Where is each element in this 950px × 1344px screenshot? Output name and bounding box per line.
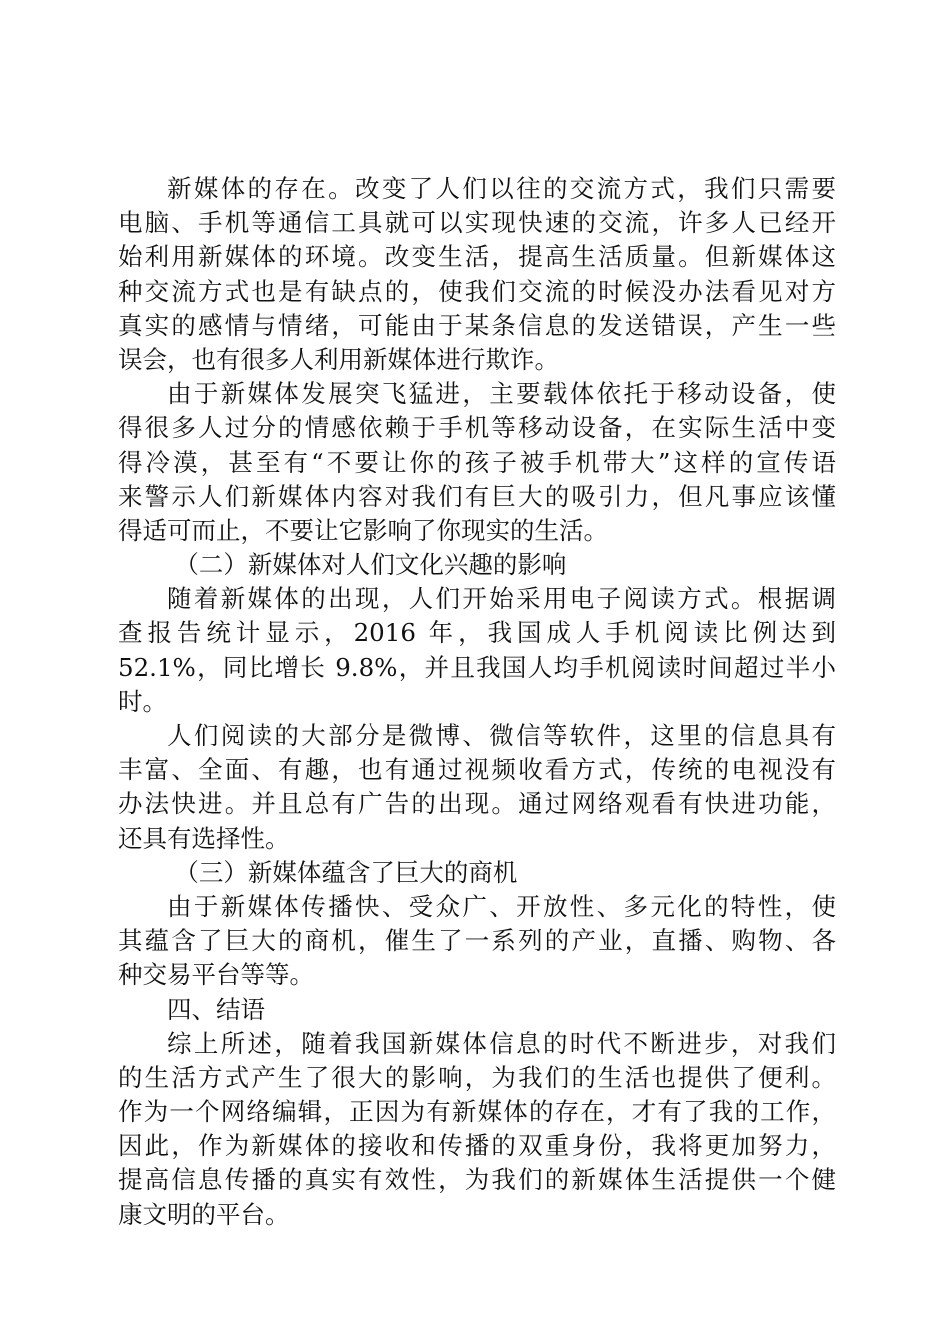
text-line: 查报告统计显示，2016 年，我国成人手机阅读比例达到	[118, 618, 836, 648]
paragraph	[118, 582, 836, 719]
subsection-heading	[118, 856, 836, 890]
text-line: 由于新媒体传播快、受众广、开放性、多元化的特性，使	[167, 891, 836, 921]
text-line: 的生活方式产生了很大的影响，为我们的生活也提供了便利。	[118, 1062, 836, 1092]
text-line: 新媒体的存在。改变了人们以往的交流方式，我们只需要	[167, 174, 836, 203]
paragraph	[118, 377, 836, 548]
section-heading	[118, 993, 836, 1027]
subsection-heading	[118, 548, 836, 582]
paragraph	[118, 719, 836, 856]
paragraph	[118, 890, 836, 993]
text-line: 时。	[118, 686, 167, 716]
text-line: 作为一个网络编辑，正因为有新媒体的存在，才有了我的工作，	[118, 1097, 836, 1127]
text-line: 种交流方式也是有缺点的，使我们交流的时候没办法看见对方	[118, 276, 836, 306]
text-line: 来警示人们新媒体内容对我们有巨大的吸引力，但凡事应该懂	[118, 481, 836, 511]
text-line: 提高信息传播的真实有效性，为我们的新媒体生活提供一个健	[118, 1165, 836, 1195]
text-line: 得冷漠，甚至有“不要让你的孩子被手机带大”这样的宣传语	[118, 447, 836, 477]
text-line: 始利用新媒体的环境。改变生活，提高生活质量。但新媒体这	[118, 242, 836, 272]
text-line: 康文明的平台。	[118, 1199, 290, 1229]
text-line: 综上所述，随着我国新媒体信息的时代不断进步，对我们	[167, 1028, 836, 1058]
text-line: 52.1%，同比增长 9.8%，并且我国人均手机阅读时间超过半小	[118, 652, 836, 682]
text-line: 其蕴含了巨大的商机，催生了一系列的产业，直播、购物、各	[118, 926, 836, 956]
text-line: 人们阅读的大部分是微博、微信等软件，这里的信息具有	[167, 721, 836, 750]
text-line: （三）新媒体蕴含了巨大的商机	[174, 857, 518, 887]
text-line: 真实的感情与情绪，可能由于某条信息的发送错误，产生一些	[118, 310, 836, 340]
text-line: 由于新媒体发展突飞猛进，主要载体依托于移动设备，使	[167, 379, 836, 409]
text-line: 丰富、全面、有趣，也有通过视频收看方式，传统的电视没有	[118, 755, 836, 785]
text-line: 电脑、手机等通信工具就可以实现快速的交流，许多人已经开	[118, 208, 836, 238]
text-line: 四、结语	[167, 994, 265, 1024]
text-line: 随着新媒体的出现，人们开始采用电子阅读方式。根据调	[167, 584, 836, 614]
text-line: 办法快进。并且总有广告的出现。通过网络观看有快进功能，	[118, 789, 836, 819]
text-line: 种交易平台等等。	[118, 960, 314, 990]
paragraph	[118, 172, 836, 377]
paragraph	[118, 1027, 836, 1232]
text-line: 因此，作为新媒体的接收和传播的双重身份，我将更加努力，	[118, 1131, 836, 1161]
text-line: 还具有选择性。	[118, 823, 290, 853]
text-line: 误会，也有很多人利用新媒体进行欺诈。	[118, 344, 559, 374]
text-line: 得适可而止，不要让它影响了你现实的生活。	[118, 515, 608, 545]
document-page	[118, 172, 836, 1232]
text-line: 得很多人过分的情感依赖于手机等移动设备，在实际生活中变	[118, 413, 836, 443]
text-line: （二）新媒体对人们文化兴趣的影响	[174, 550, 567, 580]
